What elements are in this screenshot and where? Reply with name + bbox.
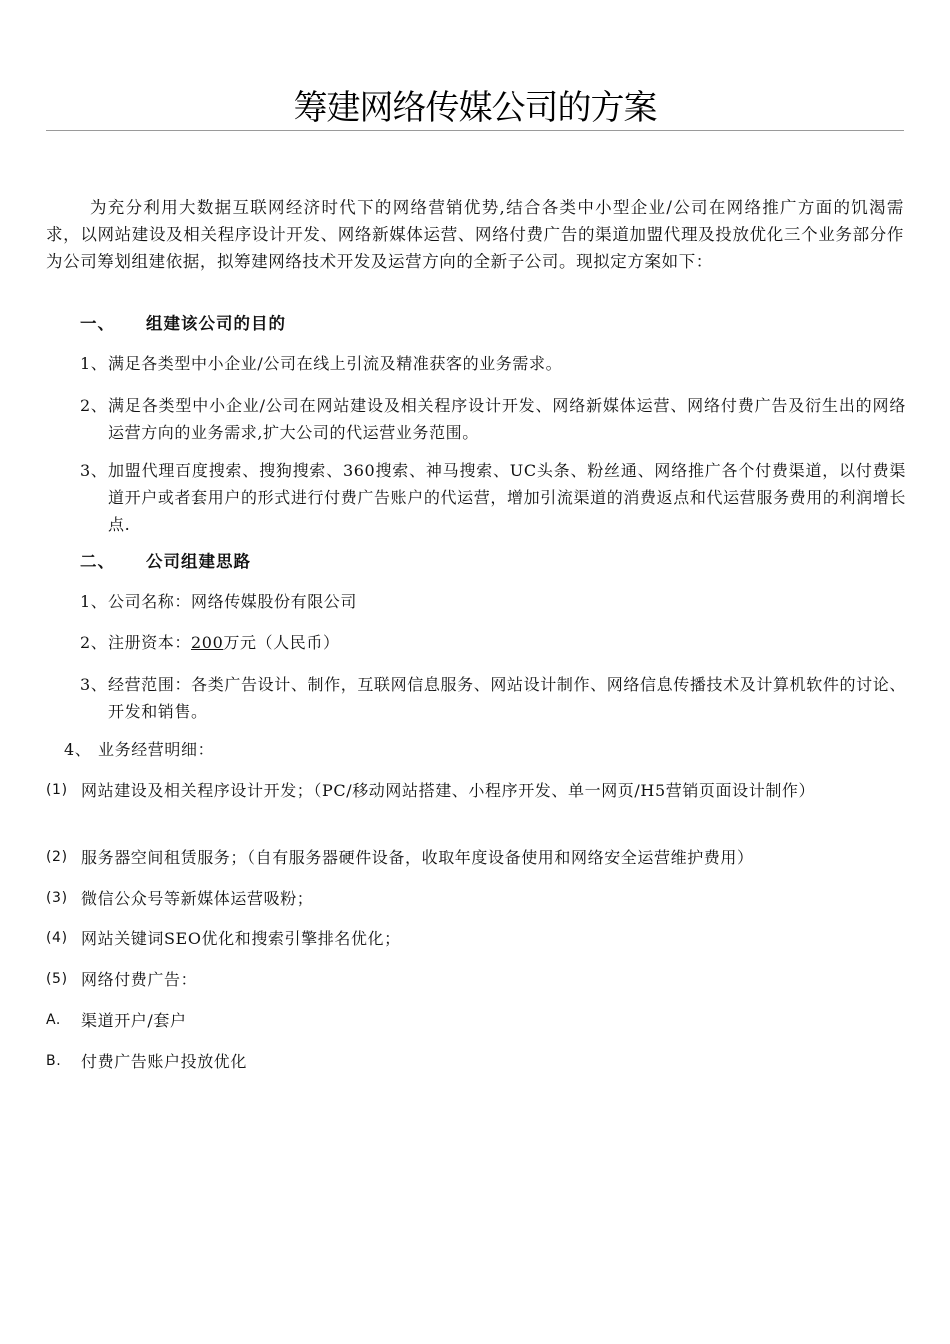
item-number: 3、: [80, 675, 108, 694]
item-text: 业务经营明细：: [98, 740, 215, 759]
detail-text: 微信公众号等新媒体运营吸粉；: [81, 889, 314, 908]
detail-text: 付费广告账户投放优化: [81, 1052, 248, 1071]
document-title: 筹建网络传媒公司的方案: [293, 88, 657, 128]
item-text: 满足各类型中小企业/公司在网站建设及相关程序设计开发、网络新媒体运营、网络付费广告及衍生出的网络运营方向的业务需求,扩大公司的代运营业务范围。: [108, 396, 906, 442]
intro-paragraph: 为充分利用大数据互联网经济时代下的网络营销优势,结合各类中小型企业/公司在网络推广方面的饥渴需求，以网站建设及相关程序设计开发、网络新媒体运营、网络付费广告的渠道加盟代理及投放优化三个业务部分作为公司筹划组建依据，拟筹建网络技术开发及运营方向的全新子公司。现拟定方案如下：: [46, 198, 904, 271]
detail-item: [46, 885, 906, 912]
item-text: 公司名称：网络传媒股份有限公司: [108, 592, 358, 611]
detail-text: 网站建设及相关程序设计开发；（PC/移动网站搭建、小程序开发、单一网页/H5营销页面设计制作）: [81, 781, 816, 800]
item-number: 3、: [80, 461, 108, 480]
capital-amount: 200: [191, 633, 224, 652]
detail-item: [46, 777, 906, 804]
detail-item: [46, 925, 906, 952]
list-item: [80, 392, 906, 446]
section-title: 公司组建思路: [146, 552, 251, 571]
list-item: [64, 736, 890, 763]
section-number: 二、: [80, 552, 115, 571]
item-number: 2、: [80, 633, 108, 652]
item-text: 经营范围：各类广告设计、制作，互联网信息服务、网站设计制作、网络信息传播技术及计算机软件的讨论、开发和销售。: [108, 675, 906, 721]
list-item: [80, 350, 906, 377]
item-text: [108, 629, 906, 656]
detail-text: 服务器空间租赁服务；（自有服务器硬件设备，收取年度设备使用和网络安全运营维护费用）: [81, 848, 754, 867]
item-number: 1、: [80, 354, 108, 373]
detail-item: [46, 966, 906, 993]
detail-number: A.: [46, 1012, 61, 1028]
detail-text: 网络付费广告：: [81, 970, 198, 989]
item-number: 4、: [64, 740, 92, 759]
list-item: [80, 671, 906, 725]
detail-text: 渠道开户/套户: [81, 1011, 187, 1030]
section-title: 组建该公司的目的: [146, 314, 286, 333]
detail-number: (3): [46, 890, 68, 906]
list-item: [80, 629, 906, 656]
detail-number: (5): [46, 971, 68, 987]
section-heading-1: [80, 312, 286, 336]
detail-item: [46, 1007, 906, 1034]
title-divider: [46, 130, 904, 131]
list-item: [80, 457, 906, 538]
detail-text: 网站关键词SEO优化和搜索引擎排名优化；: [81, 929, 401, 948]
section-heading-2: [80, 550, 251, 574]
detail-item: [46, 1048, 906, 1075]
detail-number: (2): [46, 849, 68, 865]
capital-unit: 万元（人民币）: [223, 633, 340, 652]
list-item: [80, 588, 906, 615]
capital-label: 注册资本：: [108, 633, 192, 652]
detail-number: B.: [46, 1053, 62, 1069]
section-number: 一、: [80, 314, 115, 333]
detail-item: [46, 844, 906, 871]
item-text: 满足各类型中小企业/公司在线上引流及精准获客的业务需求。: [108, 354, 563, 373]
item-number: 2、: [80, 396, 108, 415]
item-text: 加盟代理百度搜索、搜狗搜索、360搜索、神马搜索、UC头条、粉丝通、网络推广各个付费渠道，以付费渠道开户或者套用户的形式进行付费广告账户的代运营，增加引流渠道的消费返点和代运营服务费用的利润增长点.: [108, 461, 906, 534]
detail-number: (4): [46, 930, 68, 946]
item-number: 1、: [80, 592, 108, 611]
detail-number: (1): [46, 782, 68, 798]
